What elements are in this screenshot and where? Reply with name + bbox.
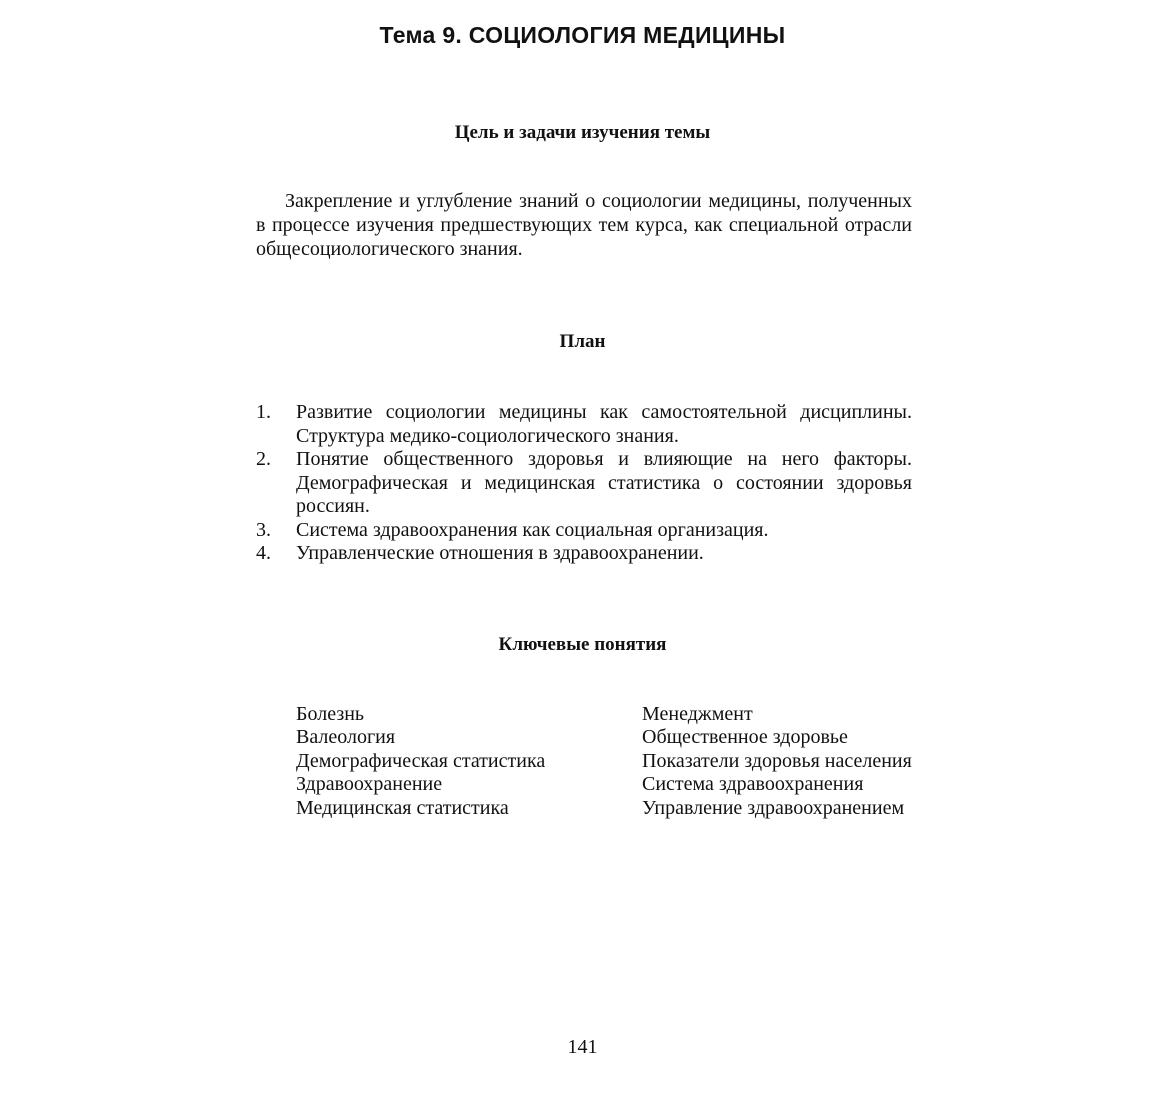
plan-item-text: Управленческие отношения в здравоохранении. bbox=[296, 542, 704, 564]
concept-item: Здравоохранение bbox=[296, 773, 443, 796]
plan-heading: План bbox=[559, 331, 606, 352]
concept-item: Показатели здоровья населения bbox=[642, 749, 912, 772]
goal-heading: Цель и задачи изучения темы bbox=[454, 122, 711, 143]
page-title: Тема 9. СОЦИОЛОГИЯ МЕДИЦИНЫ bbox=[379, 22, 786, 48]
plan-item-number: 2. bbox=[256, 448, 271, 470]
concept-item: Медицинская статистика bbox=[296, 796, 509, 819]
concept-item: Болезнь bbox=[296, 703, 365, 725]
plan-item-number: 4. bbox=[256, 542, 271, 564]
plan-item-text: Понятие общественного здоровья и влияющие на него факторы. Демографическая и медицинская статистика о состоянии здоровья россиян. bbox=[296, 448, 912, 517]
plan-item-number: 3. bbox=[256, 518, 271, 541]
concept-item: Система здравоохранения bbox=[642, 773, 864, 796]
concept-item: Менеджмент bbox=[642, 703, 753, 725]
concepts-right-column bbox=[642, 703, 912, 820]
concept-item: Демографическая статистика bbox=[296, 749, 546, 772]
plan-item-2 bbox=[256, 448, 912, 519]
concepts-left-column bbox=[296, 703, 545, 820]
page-number: 141 bbox=[567, 1036, 598, 1058]
plan-item-number: 1. bbox=[256, 401, 271, 423]
concept-item: Общественное здоровье bbox=[642, 726, 848, 749]
plan-item-text: Система здравоохранения как социальная организация. bbox=[296, 518, 769, 541]
concepts-heading: Ключевые понятия bbox=[498, 634, 667, 655]
concept-item: Управление здравоохранением bbox=[642, 796, 905, 819]
concept-item: Валеология bbox=[296, 726, 396, 749]
plan-item-3 bbox=[256, 519, 912, 543]
plan-item-1 bbox=[256, 401, 912, 448]
plan-list bbox=[256, 401, 912, 566]
plan-item-4 bbox=[256, 542, 912, 566]
goal-paragraph: Закрепление и углубление знаний о социологии медицины, полученных в процессе изучения предшествующих тем курса, как специальной отрасли общесоциологического знания. bbox=[256, 190, 912, 260]
plan-item-text: Развитие социологии медицины как самостоятельной дисциплины. Структура медико-социологического знания. bbox=[296, 401, 912, 447]
